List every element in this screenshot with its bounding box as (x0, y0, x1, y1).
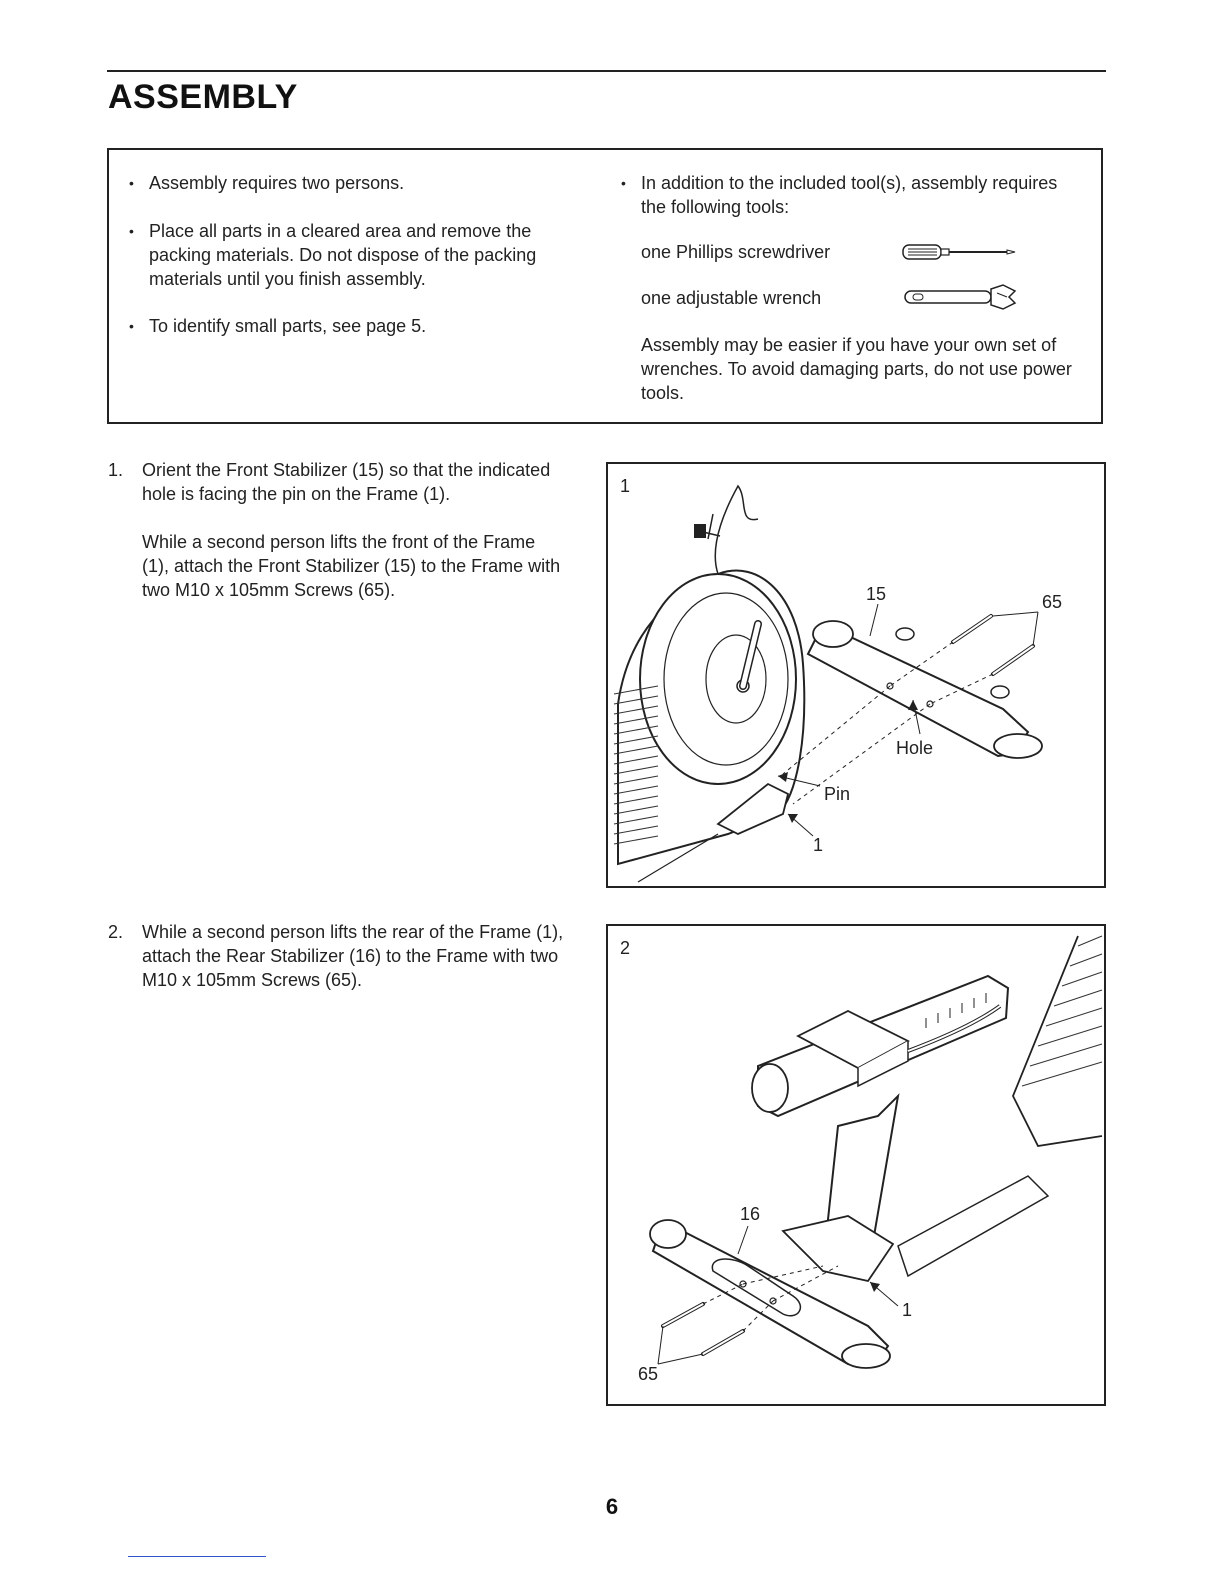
callout-hole: Hole (896, 738, 934, 758)
bullet-dot: • (621, 175, 626, 191)
tool-wrench-label: one adjustable wrench (641, 288, 822, 308)
step-2-paragraph-1: While a second person lifts the rear of the Frame (1), attach the Rear Stabilizer (16) to the Frame with two M10 x 105mm Screws (65). (142, 922, 564, 990)
callout-65: 65 (1042, 592, 1063, 612)
front-stabilizer-illustration (608, 464, 1104, 886)
rear-stabilizer-illustration (608, 926, 1104, 1404)
info-note-wrenches: Assembly may be easier if you have your own set of wrenches. To avoid damaging parts, do not use power tools. (641, 335, 1072, 403)
info-bullet-two-persons: • Assembly requires two persons. (129, 173, 405, 193)
step-1-paragraph-2: While a second person lifts the front of the Frame (1), attach the Front Stabilizer (15) to the Frame with two M10 x 105mm Screws (65). (142, 532, 561, 600)
callout-frame-1: 1 (902, 1300, 913, 1320)
callout-frame-1: 1 (813, 835, 824, 855)
figure-2-number: 2 (620, 938, 631, 958)
step-1 (108, 458, 567, 602)
callout-16: 16 (740, 1204, 761, 1224)
page-number: 6 (605, 1494, 619, 1519)
page-title: ASSEMBLY (108, 78, 298, 116)
tool-screwdriver-label: one Phillips screwdriver (641, 242, 831, 262)
bullet-dot: • (129, 318, 134, 334)
step-number: 2. (108, 922, 124, 942)
info-bullet-cleared-area: • Place all parts in a cleared area and remove the packing materials. Do not dispose of the packing materials until you finish assembly. (129, 221, 537, 289)
step-2 (108, 920, 572, 992)
bullet-dot: • (129, 223, 134, 239)
step-1-paragraph-1: Orient the Front Stabilizer (15) so that the indicated hole is facing the pin on the Frame (1). (142, 460, 551, 504)
callout-65: 65 (638, 1364, 659, 1384)
step-number: 1. (108, 460, 124, 480)
bottom-link-underline[interactable] (128, 1556, 266, 1557)
figure-2 (606, 924, 1106, 1406)
callout-15: 15 (866, 584, 887, 604)
bullet-dot: • (129, 175, 134, 191)
header-rule (107, 70, 1106, 72)
figure-1-number: 1 (620, 476, 631, 496)
info-bullet-small-parts: • To identify small parts, see page 5. (129, 316, 427, 336)
figure-1 (606, 462, 1106, 888)
callout-pin: Pin (824, 784, 851, 804)
info-bullet-tools: • In addition to the included tool(s), assembly requires the following tools: (621, 173, 1058, 217)
